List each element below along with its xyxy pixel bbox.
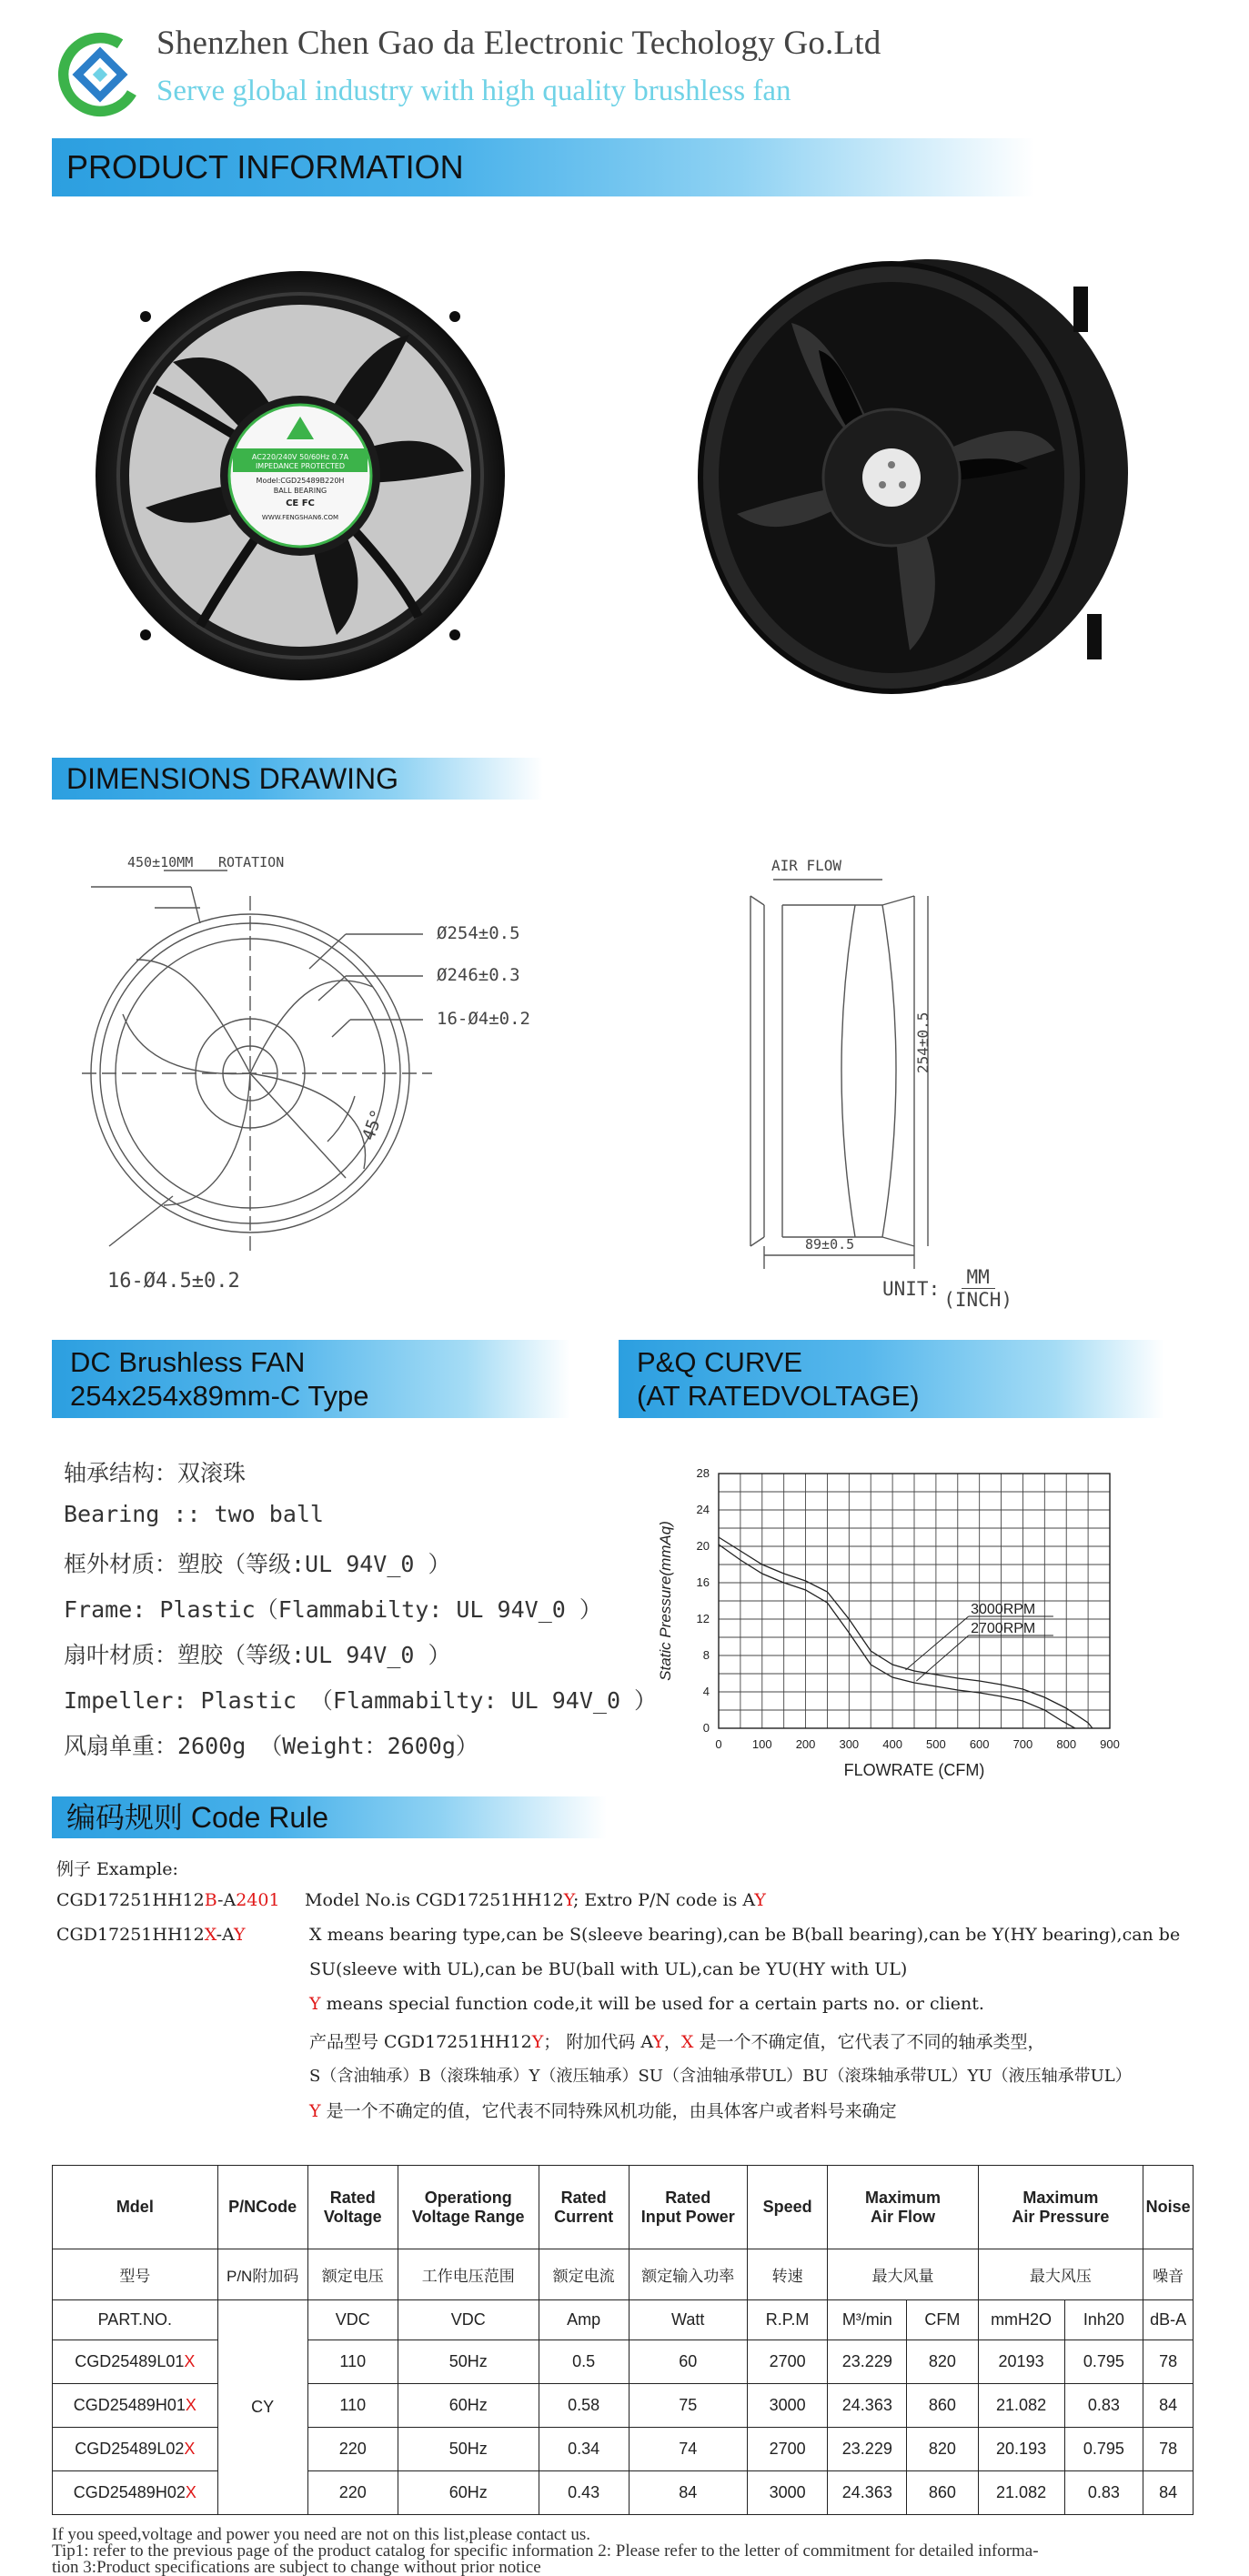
inner-diameter-label: Ø246±0.3	[437, 965, 520, 985]
code2-bearing: X	[204, 1925, 217, 1945]
photo-label-line5: CE FC	[286, 498, 315, 508]
model-explanation	[305, 1890, 766, 1910]
model-cell	[53, 2471, 218, 2515]
cn-explanation-3	[309, 2098, 897, 2122]
table-cell-power: 75	[629, 2384, 747, 2428]
side-holes-label: 16-Ø4.5±0.2	[107, 1270, 240, 1293]
example-code-2	[56, 1925, 246, 1945]
unit-note	[882, 1266, 1012, 1311]
model-cell	[53, 2384, 218, 2428]
rotation-label: ROTATION	[218, 854, 285, 870]
spec-frame-cn: 框外材质：塑胶（等级:UL 94V_0 ）	[64, 1551, 451, 1577]
table-unit-cell: mmH2O	[978, 2300, 1064, 2340]
table-header-cell: Speed	[747, 2166, 828, 2249]
spec-bearing-en: Bearing :: two ball	[64, 1501, 324, 1527]
y-tick-label: 24	[696, 1503, 710, 1516]
series-line-0	[719, 1537, 1093, 1728]
cn-explanation-1	[309, 2028, 1044, 2053]
photo-label-line6: WWW.FENGSHAN6.COM	[261, 514, 339, 521]
code2-sep: -A	[216, 1925, 234, 1945]
table-cell-range: 50Hz	[398, 2340, 539, 2384]
table-cell-range: 60Hz	[398, 2471, 539, 2515]
footer-line3: tion 3:Product specifications are subject to change without prior notice	[52, 2558, 541, 2576]
example-code-1	[56, 1890, 280, 1910]
table-header-cell: Mdel	[53, 2166, 218, 2249]
table-cell-cfm: 860	[907, 2384, 978, 2428]
annotation-3000rpm: 3000RPM	[971, 1602, 1036, 1617]
spec-table	[52, 2165, 1194, 2515]
model-suffix: X	[185, 2396, 196, 2414]
footer-line2: Tip1: refer to the previous page of the product catalog for specific information 2: Please refer to the letter of commitment for detailed informa-	[52, 2541, 1039, 2561]
annotation-leader-2700	[916, 1635, 968, 1681]
table-header-cell: Maximum Air Flow	[828, 2166, 978, 2249]
table-cell-range: 50Hz	[398, 2428, 539, 2471]
table-unit-cell: PART.NO.	[53, 2300, 218, 2340]
table-cell-noise: 84	[1143, 2471, 1194, 2515]
table-unit-cell: dB-A	[1143, 2300, 1194, 2340]
table-unit-cell: Inh20	[1064, 2300, 1143, 2340]
table-cn-cell: 转速	[747, 2249, 828, 2300]
lead-length-label: 450±10MM	[127, 854, 194, 870]
table-cell-cfm: 820	[907, 2340, 978, 2384]
dc-fan-heading-line2: 254x254x89mm-C Type	[70, 1380, 369, 1412]
x-tick-label: 600	[969, 1737, 990, 1751]
table-cn-cell: 最大风量	[828, 2249, 978, 2300]
x-tick-label: 300	[839, 1737, 860, 1751]
table-cell-voltage: 110	[307, 2340, 398, 2384]
y-tick-label: 12	[696, 1612, 710, 1625]
table-cell-m3: 24.363	[828, 2384, 907, 2428]
photo-label-line4: BALL BEARING	[273, 487, 327, 495]
code2-extra: Y	[233, 1925, 246, 1945]
table-unit-cell: CFM	[907, 2300, 978, 2340]
cn1-c: ； 附加代码 A	[543, 2032, 653, 2052]
model-number: CGD25489H01	[73, 2396, 186, 2414]
model-suffix: X	[184, 2352, 196, 2370]
table-cell-inh2o: 0.795	[1064, 2428, 1143, 2471]
table-cell-current: 0.58	[539, 2384, 629, 2428]
angle-label: 45°	[358, 1106, 388, 1143]
table-cell-mmh2o: 20.193	[978, 2428, 1064, 2471]
table-unit-cell: Watt	[629, 2300, 747, 2340]
series-line-1	[719, 1545, 1075, 1728]
table-unit-cell: VDC	[398, 2300, 539, 2340]
table-cell-speed: 3000	[747, 2471, 828, 2515]
spec-impeller-cn: 扇叶材质：塑胶（等级:UL 94V_0 ）	[64, 1642, 451, 1668]
cn3-marker: Y	[309, 2101, 321, 2121]
table-cell-power: 60	[629, 2340, 747, 2384]
table-cell-noise: 78	[1143, 2428, 1194, 2471]
x-tick-label: 800	[1056, 1737, 1077, 1751]
product-information-heading: PRODUCT INFORMATION	[52, 138, 1034, 196]
photo-label-line3: Model:CGD25489B220H	[256, 477, 345, 485]
pq-curve-heading-line1: P&Q CURVE	[637, 1346, 803, 1378]
cn1-g: 是一个不确定值，它代表了不同的轴承类型，	[693, 2032, 1045, 2052]
pn-code-cell: CY	[217, 2300, 307, 2515]
table-unit-cell: R.P.M	[747, 2300, 828, 2340]
outer-diameter-label: Ø254±0.5	[437, 923, 520, 943]
table-cell-cfm: 860	[907, 2471, 978, 2515]
table-cell-m3: 24.363	[828, 2471, 907, 2515]
front-dimension-drawing	[73, 841, 582, 1314]
y-marker: Y	[309, 1994, 321, 2014]
unit-prefix: UNIT:	[882, 1277, 941, 1300]
table-cn-cell: 型号	[53, 2249, 218, 2300]
pq-curve-heading	[619, 1340, 1164, 1418]
code1-base: CGD17251HH12	[56, 1890, 205, 1910]
table-cn-row	[53, 2249, 1194, 2300]
table-cell-mmh2o: 21.082	[978, 2384, 1064, 2428]
cn1-a: 产品型号 CGD17251HH12	[309, 2032, 532, 2052]
cn1-d: Y	[652, 2032, 664, 2052]
spec-weight: 风扇单重：2600g （Weight：2600g）	[64, 1733, 478, 1759]
table-unit-cell: M³/min	[828, 2300, 907, 2340]
mount-holes-label: 16-Ø4±0.2	[437, 1009, 530, 1029]
y-tick-label: 8	[702, 1648, 710, 1662]
table-header-cell: Operationg Voltage Range	[398, 2166, 539, 2249]
company-logo	[56, 31, 144, 118]
x-explanation-1: X means bearing type,can be S(sleeve bearing),can be B(ball bearing),can be Y(HY bearing),can be	[309, 1925, 1181, 1945]
table-cell-power: 84	[629, 2471, 747, 2515]
code1-sep: -A	[217, 1890, 237, 1910]
table-cell-noise: 78	[1143, 2340, 1194, 2384]
code-rule-heading: 编码规则 Code Rule	[52, 1796, 607, 1838]
annotation-2700rpm: 2700RPM	[971, 1621, 1036, 1636]
table-header-row	[53, 2166, 1194, 2249]
table-unit-row	[53, 2300, 1194, 2340]
table-header-cell: Noise	[1143, 2166, 1194, 2249]
airflow-label: AIR FLOW	[771, 857, 842, 874]
table-cell-current: 0.34	[539, 2428, 629, 2471]
example-label: 例子 Example:	[56, 1859, 178, 1879]
table-header-cell: Rated Input Power	[629, 2166, 747, 2249]
model-text-c: ; Extro P/N code is A	[572, 1890, 755, 1910]
table-cell-speed: 2700	[747, 2428, 828, 2471]
code1-bearing: B	[204, 1890, 218, 1910]
x-axis-label: FLOWRATE (CFM)	[843, 1761, 985, 1779]
photo-label-line2: IMPEDANCE PROTECTED	[255, 462, 346, 470]
unit-mm: MM	[962, 1266, 995, 1289]
company-slogan: Serve global industry with high quality brushless fan	[156, 75, 791, 107]
dc-fan-heading	[52, 1340, 570, 1418]
cn3-text: 是一个不确定的值，它代表不同特殊风机功能，由具体客户或者料号来确定	[320, 2101, 897, 2121]
model-number: CGD25489L02	[75, 2440, 185, 2458]
y-tick-label: 0	[702, 1721, 710, 1735]
y-tick-label: 20	[696, 1539, 710, 1553]
dimensions-drawing-heading: DIMENSIONS DRAWING	[52, 758, 543, 800]
model-text-b: Y	[563, 1890, 573, 1910]
model-suffix: X	[184, 2440, 196, 2458]
table-cell-current: 0.43	[539, 2471, 629, 2515]
table-cell-inh2o: 0.83	[1064, 2471, 1143, 2515]
table-cell-current: 0.5	[539, 2340, 629, 2384]
table-cell-m3: 23.229	[828, 2428, 907, 2471]
fan-back-photo	[673, 250, 1137, 705]
x-tick-label: 700	[1012, 1737, 1033, 1751]
x-tick-label: 200	[795, 1737, 816, 1751]
table-cell-voltage: 220	[307, 2428, 398, 2471]
y-tick-label: 28	[696, 1466, 710, 1480]
cn-explanation-2: S（含油轴承）B（滚珠轴承）Y（液压轴承）SU（含油轴承带UL）BU（滚珠轴承带UL）YU（液压轴承带UL）	[309, 2067, 1132, 2086]
table-cell-range: 60Hz	[398, 2384, 539, 2428]
table-cell-speed: 3000	[747, 2384, 828, 2428]
y-text: means special function code,it will be used for a certain parts no. or client.	[320, 1994, 984, 2014]
table-cn-cell: 额定电压	[307, 2249, 398, 2300]
fan-front-photo	[91, 262, 509, 689]
dc-fan-heading-line1: DC Brushless FAN	[70, 1346, 306, 1378]
cn1-f: X	[680, 2032, 694, 2052]
table-cn-cell: 最大风压	[978, 2249, 1143, 2300]
cn1-b: Y	[531, 2032, 544, 2052]
table-cn-cell: 噪音	[1143, 2249, 1194, 2300]
pq-curve-heading-line2: (AT RATEDVOLTAGE)	[637, 1380, 920, 1412]
table-header-cell: Rated Current	[539, 2166, 629, 2249]
x-tick-label: 900	[1100, 1737, 1120, 1751]
table-header-cell: Maximum Air Pressure	[978, 2166, 1143, 2249]
y-tick-label: 4	[702, 1685, 710, 1698]
table-header-cell: Rated Voltage	[307, 2166, 398, 2249]
table-cn-cell: P/N附加码	[217, 2249, 307, 2300]
table-cell-inh2o: 0.83	[1064, 2384, 1143, 2428]
x-explanation-2: SU(sleeve with UL),can be BU(ball with UL),can be YU(HY with UL)	[309, 1959, 908, 1979]
x-tick-label: 400	[882, 1737, 902, 1751]
spec-bearing-cn: 轴承结构：双滚珠	[64, 1460, 247, 1486]
model-text-a: Model No.is CGD17251HH12	[305, 1890, 564, 1910]
table-unit-cell: VDC	[307, 2300, 398, 2340]
code1-extra: 2401	[236, 1890, 280, 1910]
y-explanation	[309, 1994, 984, 2014]
model-number: CGD25489H02	[73, 2483, 186, 2501]
model-suffix: X	[185, 2483, 196, 2501]
model-cell	[53, 2340, 218, 2384]
table-cell-voltage: 220	[307, 2471, 398, 2515]
model-text-d: Y	[754, 1890, 766, 1910]
company-name: Shenzhen Chen Gao da Electronic Techology Go.Ltd	[156, 25, 881, 62]
table-cn-cell: 工作电压范围	[398, 2249, 539, 2300]
model-cell	[53, 2428, 218, 2471]
photo-label-line1: AC220/240V 50/60Hz 0.7A	[251, 453, 349, 461]
table-cell-power: 74	[629, 2428, 747, 2471]
table-header-cell: P/NCode	[217, 2166, 307, 2249]
table-unit-cell: Amp	[539, 2300, 629, 2340]
footer-line1: If you speed,voltage and power you need are not on this list,please contact us.	[52, 2525, 590, 2544]
table-cn-cell: 额定输入功率	[629, 2249, 747, 2300]
spec-frame-en: Frame: Plastic（Flammabilty: UL 94V_0 ）	[64, 1596, 602, 1623]
code2-base: CGD17251HH12	[56, 1925, 205, 1945]
cn1-e: ，	[663, 2032, 681, 2052]
table-cell-m3: 23.229	[828, 2340, 907, 2384]
unit-inch: (INCH)	[943, 1289, 1013, 1311]
table-cell-mmh2o: 20193	[978, 2340, 1064, 2384]
x-tick-label: 500	[926, 1737, 946, 1751]
table-cell-voltage: 110	[307, 2384, 398, 2428]
height-label: 254±0.5	[914, 1011, 932, 1073]
table-cell-inh2o: 0.795	[1064, 2340, 1143, 2384]
y-axis-label: Static Pressure(mmAq)	[657, 1521, 674, 1681]
model-number: CGD25489L01	[75, 2352, 185, 2370]
table-cell-speed: 2700	[747, 2340, 828, 2384]
depth-label: 89±0.5	[805, 1236, 855, 1253]
x-tick-label: 0	[715, 1737, 722, 1751]
y-tick-label: 16	[696, 1575, 710, 1589]
side-dimension-drawing	[746, 841, 1073, 1314]
table-cell-cfm: 820	[907, 2428, 978, 2471]
table-cn-cell: 额定电流	[539, 2249, 629, 2300]
table-cell-noise: 84	[1143, 2384, 1194, 2428]
x-tick-label: 100	[751, 1737, 772, 1751]
pq-curve-chart	[650, 1455, 1142, 1801]
spec-impeller-en: Impeller: Plastic （Flammabilty: UL 94V_0 ）	[64, 1687, 658, 1714]
table-cell-mmh2o: 21.082	[978, 2471, 1064, 2515]
